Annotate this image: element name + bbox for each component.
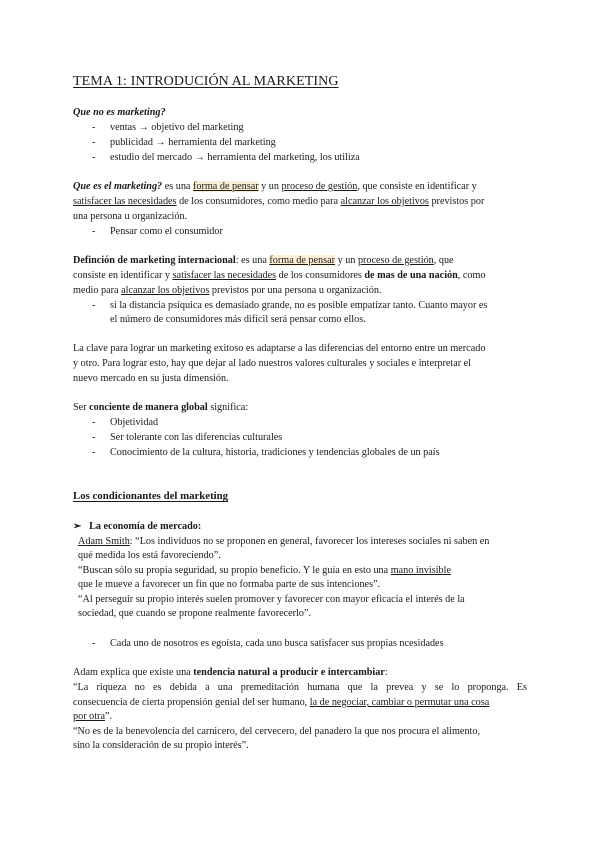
underlined-text: por otra xyxy=(73,711,105,722)
paragraph-line xyxy=(73,180,477,193)
text: Adam explica que existe una xyxy=(73,667,194,678)
text: consecuencia de cierta propensión genial del ser humano, xyxy=(73,697,310,708)
arrow-bullet-icon: ➢ xyxy=(73,521,82,532)
underlined-text: alcanzar los objetivos xyxy=(121,285,210,296)
page-title: TEMA 1: INTRODUCIÓN AL MARKETING xyxy=(73,74,339,89)
quote-line: “La riqueza no es debida a una premeditación humana que la prevea y se lo proponga. Es xyxy=(73,682,527,693)
quote-line xyxy=(73,710,112,723)
text: : “Los individuos no se proponen en general, favorecer los intereses sociales ni saben en xyxy=(129,536,490,547)
quote-line: sociedad, que cuando se propone realmente favorecerlo”. xyxy=(78,608,312,619)
bullet-dash: - xyxy=(92,226,96,237)
bullet-dash: - xyxy=(92,137,96,148)
paragraph-line xyxy=(73,269,486,282)
text: es una xyxy=(162,181,193,192)
term: Definción de marketing internacional xyxy=(73,255,236,266)
bold-text: tendencia natural a producir e intercambiar xyxy=(193,667,385,678)
underlined-text: alcanzar los objetivos xyxy=(340,196,429,207)
quote-line: “Al perseguir su propio interés suelen promover y favorecer con mayor eficacia el interés de la xyxy=(78,594,465,605)
paragraph-line xyxy=(73,284,381,297)
text: : xyxy=(384,667,388,678)
text: , como xyxy=(457,270,486,281)
paragraph-line: nuevo mercado en su justa dimensión. xyxy=(73,373,229,384)
text: medio para xyxy=(73,285,122,296)
list-item: publicidad → herramienta del marketing xyxy=(110,137,276,148)
text: Ser xyxy=(73,402,90,413)
list-item: ventas → objetivo del marketing xyxy=(110,122,244,133)
list-item: Cada uno de nosotros es egoísta, cada uno busca satisfacer sus propias ncesidades xyxy=(110,638,444,649)
quote-line: qué medida los está favoreciendo”. xyxy=(78,550,221,561)
list-item-continuation: el número de consumidores más difícil será pensar como ellos. xyxy=(110,314,366,325)
text: y un xyxy=(258,181,282,192)
text: , que consiste en identificar y xyxy=(357,181,477,192)
underlined-text: proceso de gestión xyxy=(357,255,434,266)
text: consiste en identificar y xyxy=(73,270,173,281)
underlined-text: satisfacer las necesidades xyxy=(73,196,177,207)
bold-text: de mas de una nación xyxy=(364,270,458,281)
paragraph-line: y otro. Para lograr esto, hay que dejar al lado nuestros valores culturales y sociales e interpretar el xyxy=(73,358,472,369)
text: previstos por xyxy=(428,196,485,207)
quote-line xyxy=(78,564,451,577)
text: y un xyxy=(335,255,358,266)
bullet-dash: - xyxy=(92,417,96,428)
subheading-label: La economía de mercado: xyxy=(89,521,202,532)
bullet-dash: - xyxy=(92,432,96,443)
quote-line: “No es de la benevolencia del carnicero, del cervecero, del panadero la que nos procura el alimento, xyxy=(73,726,481,737)
text: de los consumidores, como medio para xyxy=(176,196,341,207)
underlined-text: la de negociar, cambiar o permutar una cosa xyxy=(309,697,490,708)
subheading xyxy=(73,520,201,533)
text: ”. xyxy=(104,711,113,722)
list-item: Objetividad xyxy=(110,417,159,428)
paragraph-line xyxy=(73,666,388,679)
author-name: Adam Smith xyxy=(78,536,130,547)
paragraph-line: una persona u organización. xyxy=(73,211,188,222)
bullet-dash: - xyxy=(92,638,96,649)
list-item: Conocimiento de la cultura, historia, tradiciones y tendencias globales de un país xyxy=(110,447,440,458)
section-heading-condicionantes: Los condicionantes del marketing xyxy=(73,490,229,502)
bullet-dash: - xyxy=(92,152,96,163)
text: : es una xyxy=(235,255,270,266)
underlined-text: proceso de gestión xyxy=(281,181,358,192)
quote-line: que le mueve a favorecer un fin que no formaba parte de sus intenciones”. xyxy=(78,579,381,590)
bullet-dash: - xyxy=(92,447,96,458)
text: significa: xyxy=(207,402,249,413)
bold-text: conciente de manera global xyxy=(89,402,208,413)
underlined-text: mano invisible xyxy=(390,565,451,576)
bullet-dash: - xyxy=(92,300,96,311)
quote-line: sino la consideración de su propio interés”. xyxy=(73,740,249,751)
list-item: estudio del mercado → herramienta del marketing, los utiliza xyxy=(110,152,360,163)
quote-line xyxy=(73,696,489,709)
highlight: forma de pensar xyxy=(192,181,259,192)
list-item: Ser tolerante con las diferencias culturales xyxy=(110,432,283,443)
section-heading-que-no-es: Que no es marketing? xyxy=(73,107,166,118)
highlight: forma de pensar xyxy=(269,255,336,266)
paragraph-line xyxy=(73,195,484,208)
paragraph-line xyxy=(73,254,454,267)
text: previstos por una persona u organización. xyxy=(209,285,382,296)
underlined-text: satisfacer las necesidades xyxy=(172,270,277,281)
paragraph-line: La clave para lograr un marketing exitoso es adaptarse a las diferencias del entorno entre un mercado xyxy=(73,343,486,354)
list-item: Pensar como el consumidor xyxy=(110,226,223,237)
quote-line xyxy=(78,535,489,548)
text: , que xyxy=(433,255,454,266)
paragraph-line xyxy=(73,401,248,414)
text: “Buscan sólo su propia seguridad, su propio beneficio. Y le guía en esto una xyxy=(78,565,391,576)
bullet-dash: - xyxy=(92,122,96,133)
term: Que es el marketing? xyxy=(73,181,163,192)
text: de los consumidores xyxy=(276,270,365,281)
list-item: si la distancia psíquica es demasiado grande, no es posible empatizar tanto. Cuanto mayor es xyxy=(110,300,488,311)
